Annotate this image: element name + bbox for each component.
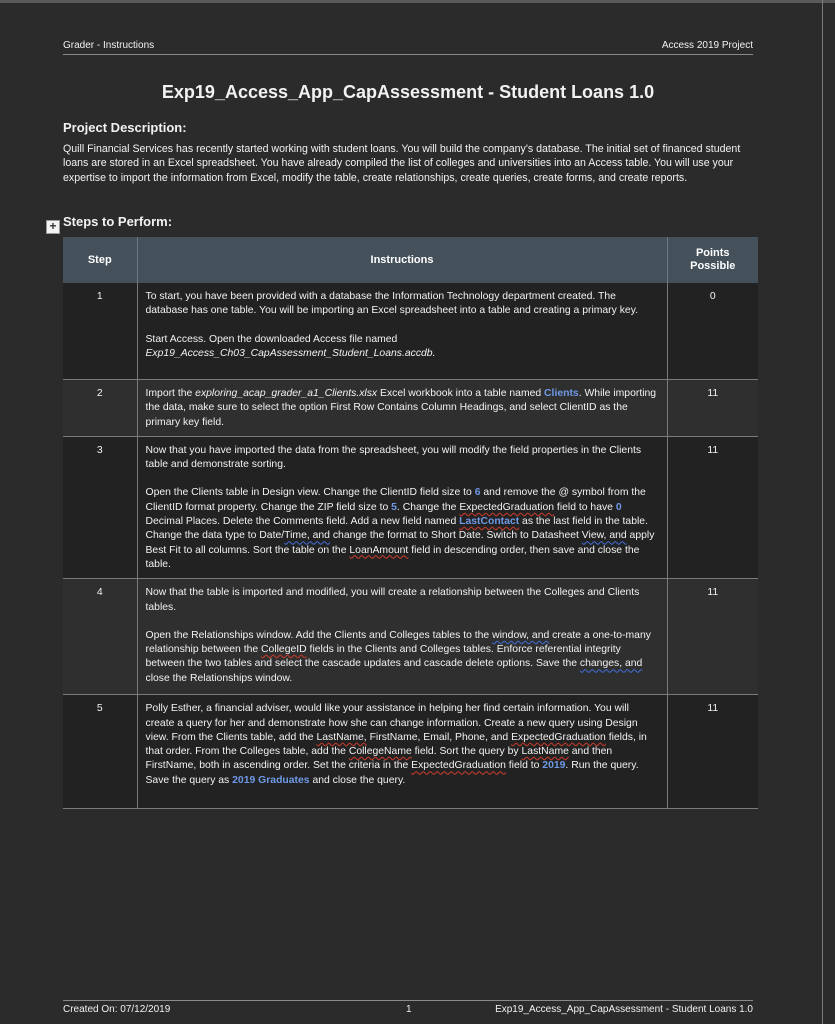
instruction-text: Import the (145, 388, 196, 399)
instruction-text: and close the query. (309, 774, 406, 786)
table-header-row (63, 237, 758, 283)
step-number: 5 (63, 695, 137, 809)
step-paragraph: Now that the table is imported and modified, you will create a relationship between the Colleges and Clients tables. (145, 587, 640, 613)
spellcheck-word: CollegeID (261, 644, 307, 656)
instruction-text: Open the Relationships window. Add the Clients and Colleges tables to the (145, 629, 493, 641)
page-header (63, 40, 753, 55)
instruction-text: apply Best Fit to all columns. Sort the table on the (145, 530, 655, 556)
instruction-text: . Run the query. Save the query as (145, 760, 639, 786)
instruction-text: change the format to Short Date. Switch to Datasheet (329, 530, 582, 542)
table-move-handle-icon[interactable]: + (46, 220, 60, 234)
step-number: 3 (63, 436, 137, 578)
grammar-word: Time, and (284, 530, 330, 542)
table-row (63, 579, 758, 695)
header-instructions: Instructions (137, 237, 667, 283)
table-row (63, 380, 758, 437)
highlight-value: 0 (615, 501, 622, 513)
instruction-text: field in descending order, then save and close the table. (145, 544, 640, 570)
step-instructions (137, 579, 667, 695)
step-points: 0 (667, 283, 758, 380)
highlight-value: 5 (391, 501, 397, 513)
step-points: 11 (667, 380, 758, 437)
instruction-text: FirstName, Email, Phone, and (366, 731, 512, 743)
spellcheck-word: LoanAmount (349, 544, 409, 556)
project-description-text: Quill Financial Services has recently started working with student loans. You will build the company's database. The initial set of financed student loans are stored in an Excel spreadsheet. You have already compiled the list of colleges and universities into an Access table. You will use your expertise to import the information from Excel, modify the table, create relationships, create queries, create forms, and create reports. (63, 143, 741, 184)
header-right: Access 2019 Project (661, 40, 753, 51)
step-points: 11 (667, 579, 758, 695)
steps-heading: Steps to Perform: (63, 214, 173, 229)
grammar-word: View, and (581, 530, 627, 542)
document-title: Exp19_Access_App_CapAssessment - Student Loans 1.0 (161, 82, 655, 102)
highlight-value: 2019 Graduates (232, 774, 310, 786)
step-points: 11 (667, 695, 758, 809)
step-paragraph (146, 629, 659, 686)
step-paragraph (146, 333, 659, 362)
header-step: Step (63, 237, 137, 283)
instruction-text: field to (505, 760, 543, 772)
highlight-value: 6 (474, 487, 481, 499)
table-row (63, 695, 758, 809)
step-instructions (137, 695, 667, 809)
instruction-text: field. Sort the query by (411, 746, 522, 758)
spellcheck-word: CollegeName (348, 746, 412, 758)
instruction-text: and then FirstName, both in ascending order. Set the criteria in the (145, 746, 613, 772)
highlight-value: LastContact (459, 516, 520, 528)
grammar-word: changes, and (579, 658, 643, 670)
spellcheck-word: ExpectedGraduation (459, 501, 555, 513)
step-paragraph: To start, you have been provided with a database the Information Technology department created. The database has one table. You will be importing an Excel spreadsheet into a table and creating a primary key. (145, 291, 639, 317)
grammar-word: window, and (492, 629, 550, 641)
footer-right: Exp19_Access_App_CapAssessment - Student Loans 1.0 (495, 1004, 753, 1015)
instruction-text: close the Relationships window. (145, 672, 293, 684)
table-row (63, 283, 758, 380)
instruction-text: as the last field in the table. Change the data type to Date/ (145, 516, 648, 542)
step-points: 11 (667, 436, 758, 578)
page-edge (822, 0, 823, 1024)
spellcheck-word: ExpectedGraduation (511, 731, 606, 743)
steps-table (63, 237, 758, 809)
instruction-text: Open the Clients table in Design view. Change the ClientID field size to (145, 487, 475, 499)
step-number: 1 (63, 283, 137, 380)
instruction-text: and remove the @ symbol from the ClientID format property. Change the ZIP field size to (145, 487, 646, 513)
spellcheck-word: LastName (521, 746, 569, 758)
instruction-text: . While importing the data, make sure to select the option First Row Contains Column Headings, and select ClientID as the primary key field. (145, 388, 657, 428)
footer-created: Created On: 07/12/2019 (63, 1004, 171, 1015)
step-number: 2 (63, 380, 137, 437)
step-paragraph (146, 486, 659, 572)
file-name: Exp19_Access_Ch03_CapAssessment_Student_Loans.accdb. (145, 347, 436, 359)
instruction-text: field to have (554, 501, 616, 513)
instruction-text: fields, in that order. From the Colleges table, add the (145, 731, 647, 758)
step-paragraph: Now that you have imported the data from the spreadsheet, you will modify the field properties in the Clients table and demonstrate sorting. (145, 444, 642, 471)
instruction-text: Excel workbook into a table named (377, 388, 545, 399)
top-border (0, 0, 835, 3)
header-left: Grader - Instructions (63, 40, 155, 51)
file-name: exploring_acap_grader_a1_Clients.xlsx (195, 388, 378, 399)
spellcheck-word: ExpectedGraduation (411, 760, 506, 772)
instruction-text: fields in the Clients and Colleges tables. Enforce referential integrity between the two tables and select the cascade updates and cascade delete options. Save the (145, 644, 621, 670)
instruction-text: create a one-to-many relationship between the (145, 629, 651, 656)
instruction-text: Start Access. Open the downloaded Access file named (145, 333, 398, 345)
header-points: Points Possible (667, 237, 758, 283)
page-footer (63, 1000, 753, 1017)
project-description-heading: Project Description: (63, 120, 187, 135)
instruction-text: . Change the (396, 501, 460, 513)
table-row (63, 436, 758, 578)
instruction-text: Decimal Places. Delete the Comments field. Add a new field named (145, 516, 460, 528)
step-instructions (137, 283, 667, 380)
step-instructions (137, 436, 667, 578)
step-number: 4 (63, 579, 137, 695)
highlight-value: Clients (544, 388, 579, 399)
step-instructions (137, 380, 667, 437)
instruction-text: Polly Esther, a financial adviser, would like your assistance in helping her find certain information. You will create a query for her and demonstrate how she can change information. Create a new query using Design view. From the Clients table, add the (145, 703, 638, 743)
spellcheck-word: LastName, (316, 731, 367, 743)
highlight-value: 2019 (542, 760, 566, 772)
footer-page-number: 1 (406, 1004, 412, 1015)
